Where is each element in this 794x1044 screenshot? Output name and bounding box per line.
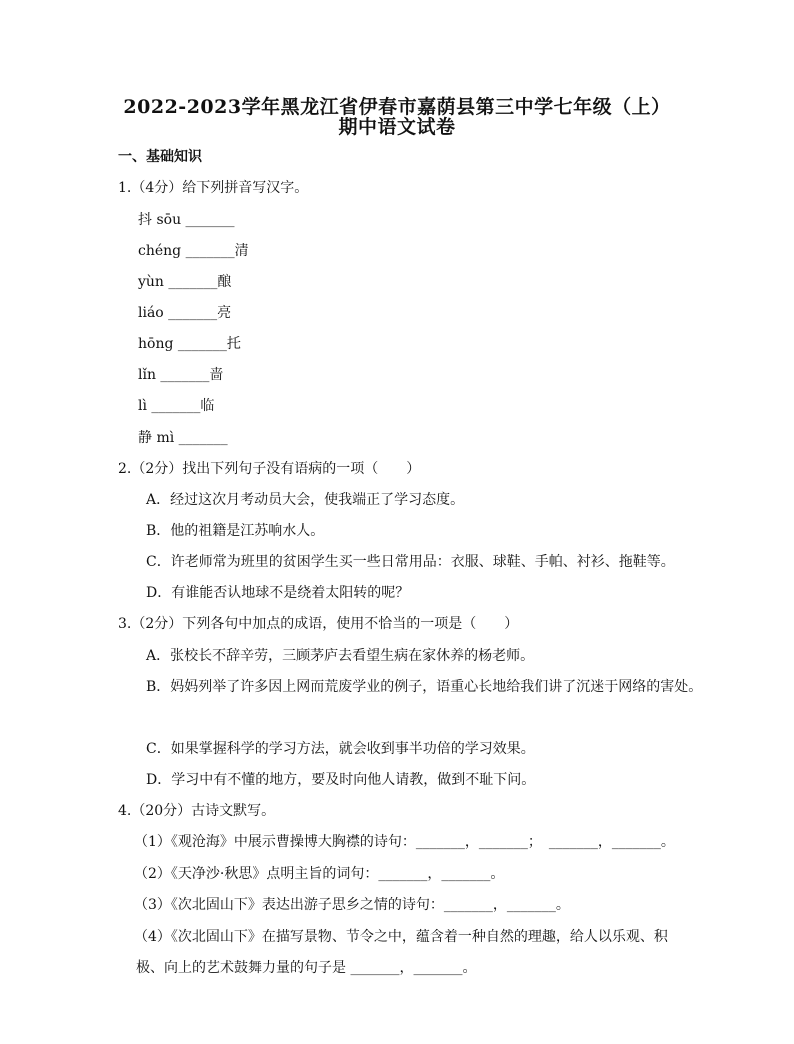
question-3-option-d: D．学习中有不懂的地方，要及时向他人请教，做到不耻下问。 — [146, 772, 536, 788]
question-2-option-c: C．许老师常为班里的贫困学生买一些日常用品：衣服、球鞋、手帕、衬衫、拖鞋等。 — [146, 554, 675, 570]
question-1-item: chéng _______清 — [138, 243, 249, 259]
question-4-item: （3）《次北固山下》表达出游子思乡之情的诗句：_______，_______。 — [134, 897, 570, 913]
question-1-item: lǐn _______啬 — [138, 367, 224, 383]
question-1-item: 静 mì _______ — [138, 430, 228, 446]
question-4-item: 极、向上的艺术鼓舞力量的句子是 _______，_______。 — [136, 960, 477, 976]
question-1-item: hōng _______托 — [138, 336, 241, 352]
question-3-option-a: A．张校长不辞辛劳，三顾茅庐去看望生病在家休养的杨老师。 — [146, 648, 535, 664]
question-1-stem: 1.（4分）给下列拼音写汉字。 — [118, 180, 309, 196]
question-2-stem: 2.（2分）找出下列句子没有语病的一项（ ） — [118, 461, 421, 477]
question-1-item: yùn _______酿 — [138, 274, 232, 290]
exam-title-line-1: 2022-2023学年黑龙江省伊春市嘉荫县第三中学七年级（上） — [123, 96, 671, 118]
question-1-item: lì _______临 — [138, 398, 215, 414]
question-2-option-b: B．他的祖籍是江苏响水人。 — [146, 523, 325, 539]
question-4-item: （2）《天净沙·秋思》点明主旨的词句：_______，_______。 — [134, 866, 505, 882]
section-heading-basic-knowledge: 一、基础知识 — [118, 149, 202, 165]
exam-title-line-2: 期中语文试卷 — [338, 116, 456, 138]
question-2-option-a: A．经过这次月考动员大会，使我端正了学习态度。 — [146, 492, 465, 508]
question-4-stem: 4.（20分）古诗文默写。 — [118, 803, 276, 819]
question-2-option-d: D．有谁能否认地球不是绕着太阳转的呢？ — [146, 585, 410, 601]
question-3-option-b: B．妈妈列举了许多因上网而荒废学业的例子，语重心长地给我们讲了沉迷于网络的害处。 — [146, 679, 703, 695]
question-4-item: （1）《观沧海》中展示曹操博大胸襟的诗句：_______，_______； _______，_______。 — [134, 834, 675, 850]
question-3-stem: 3.（2分）下列各句中加点的成语，使用不恰当的一项是（ ） — [118, 616, 519, 632]
question-3-option-c: C．如果掌握科学的学习方法，就会收到事半功倍的学习效果。 — [146, 741, 535, 757]
question-1-item: liáo _______亮 — [138, 305, 232, 321]
question-1-item: 抖 sōu _______ — [138, 212, 235, 228]
question-4-item: （4）《次北固山下》在描写景物、节令之中，蕴含着一种自然的理趣，给人以乐观、积 — [134, 929, 668, 945]
